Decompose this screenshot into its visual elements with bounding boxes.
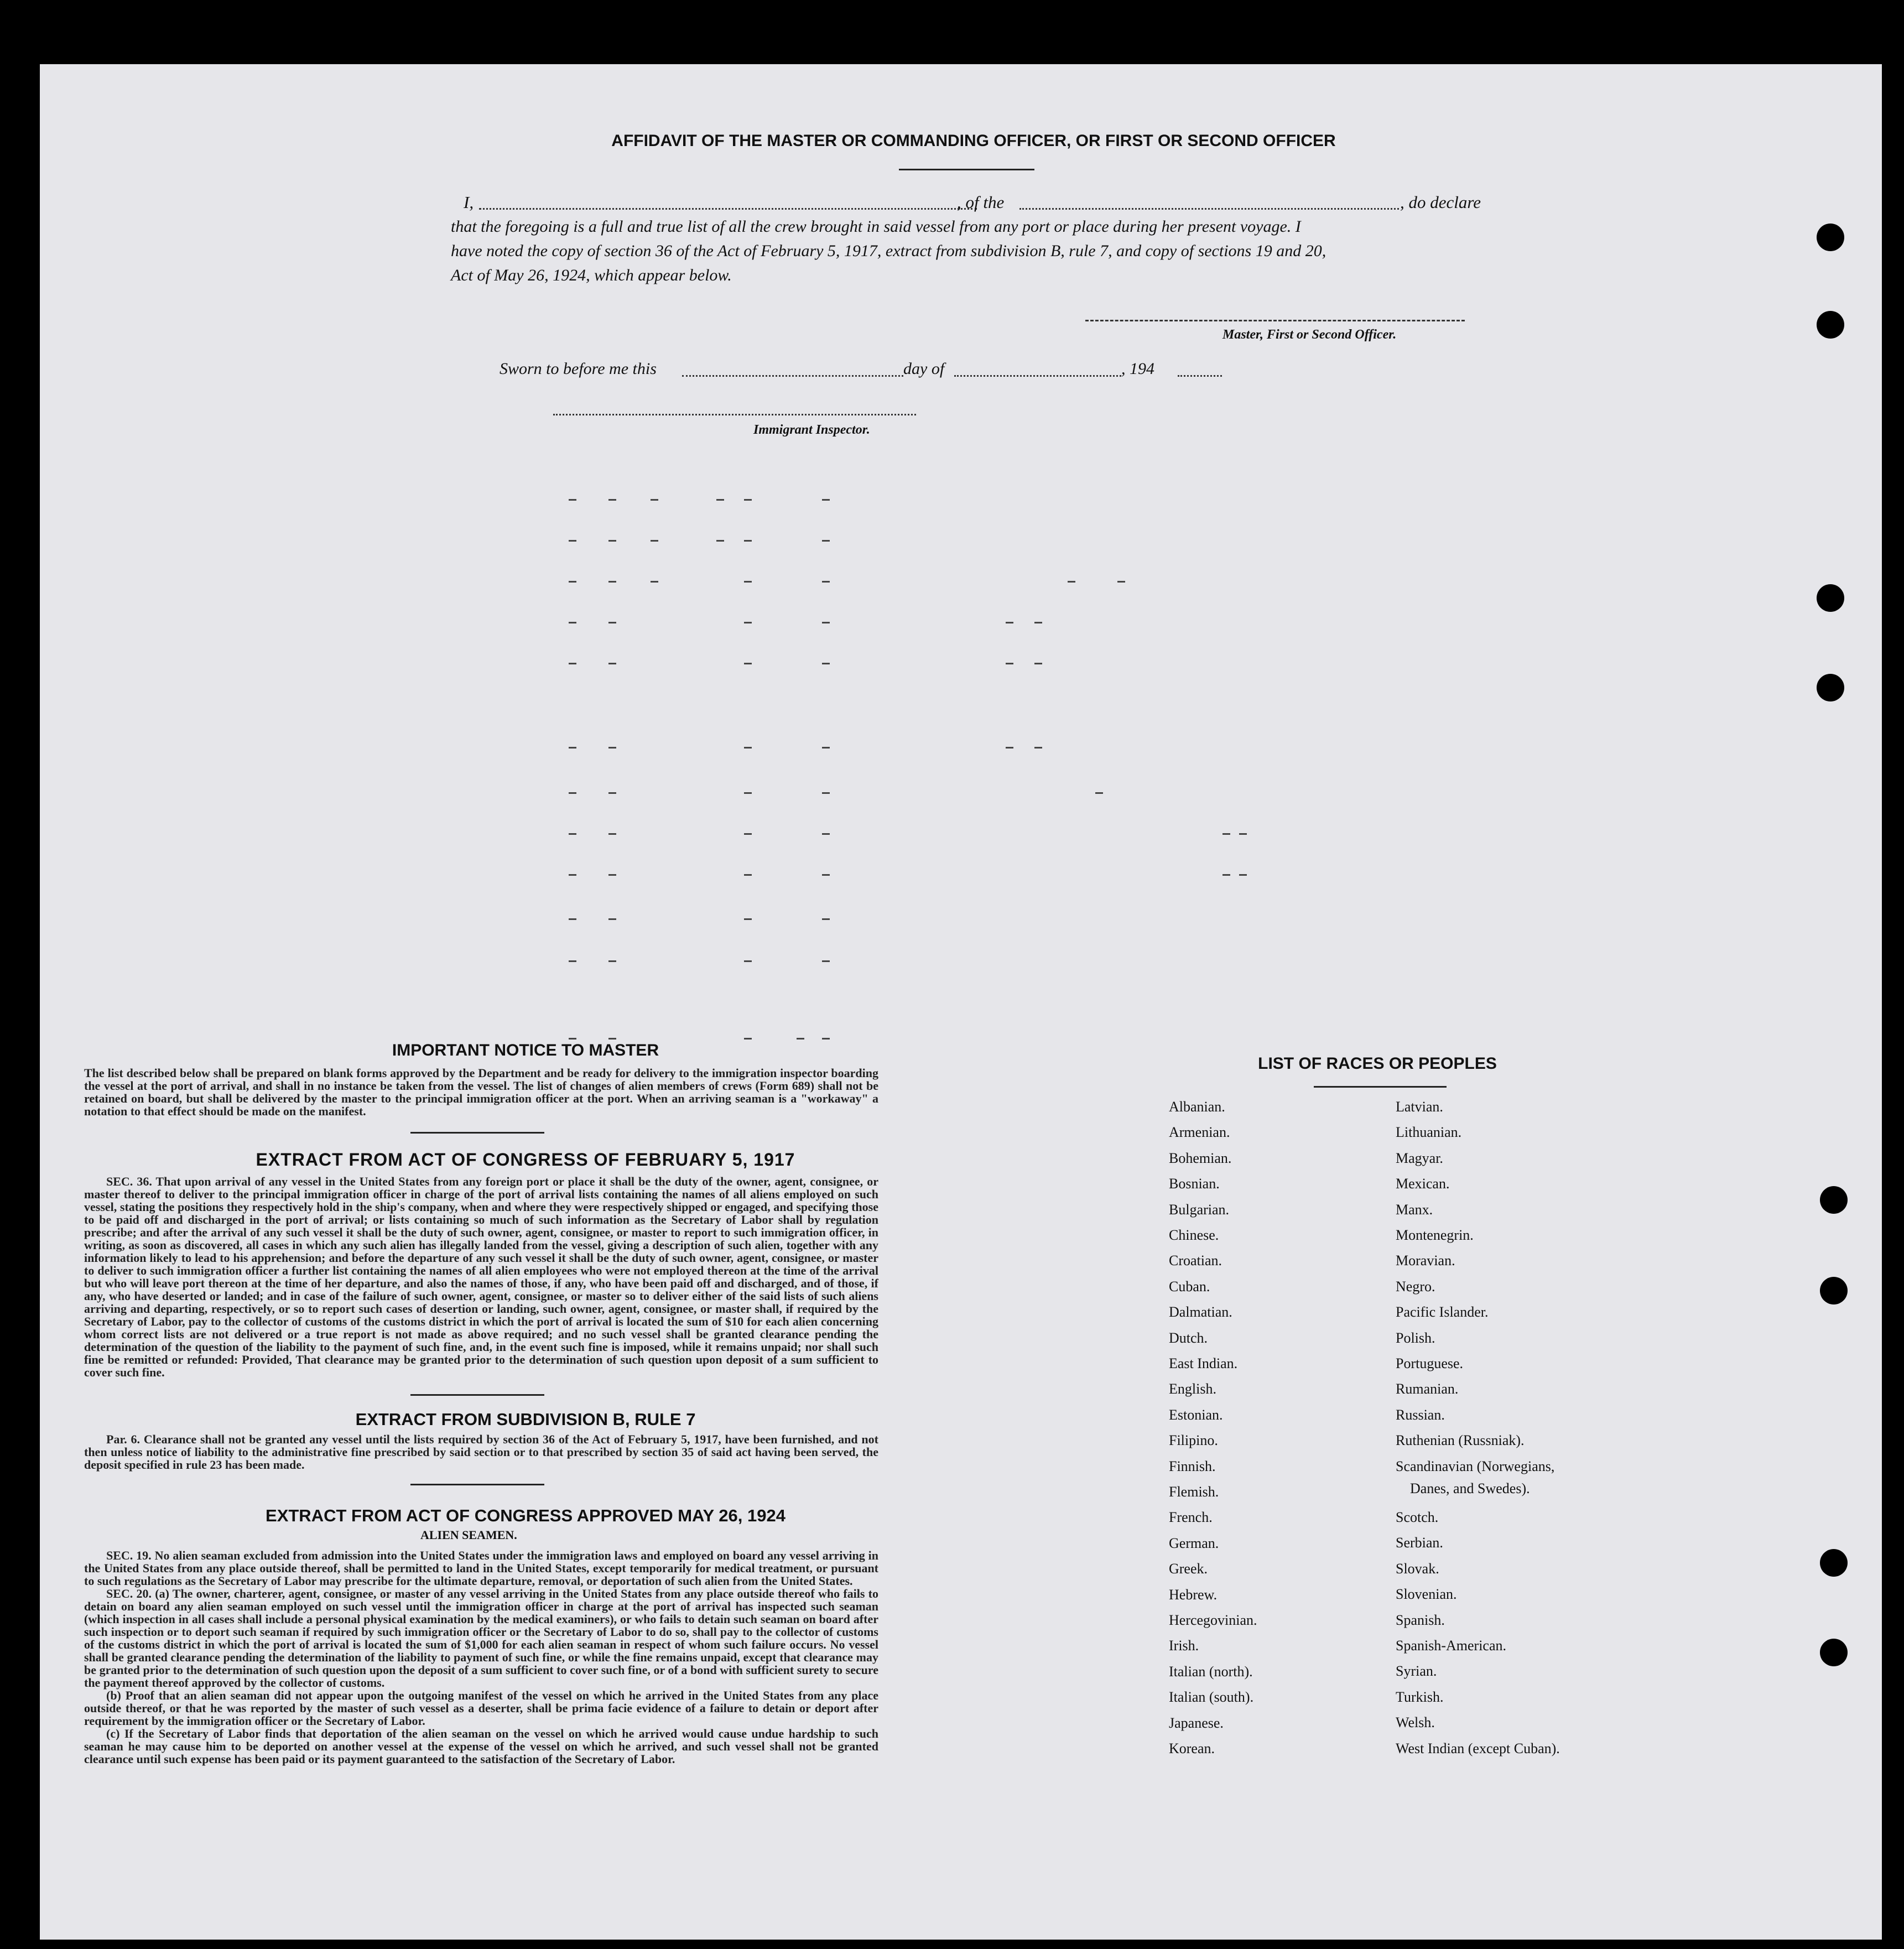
race-item: Scotch. xyxy=(1396,1509,1439,1525)
race-item: Russian. xyxy=(1396,1406,1445,1423)
race-item: Cuban. xyxy=(1169,1278,1210,1295)
affidavit-line1 xyxy=(464,193,1481,215)
punch-hole xyxy=(1820,1549,1848,1577)
race-item: French. xyxy=(1169,1509,1213,1526)
race-item: Greek. xyxy=(1169,1561,1208,1577)
punch-hole xyxy=(1817,674,1844,701)
notice-text: The list described below shall be prepared on blank forms approved by the Department and be ready for delivery to the immigration inspector boarding the vessel at the port of arrival, and shall in no instance be taken from the vessel. The list of changes of alien members of crews (Form 689) shall not be retained on board, but shall be delivered by the master to the principal immigration officer at the port. When an arriving seaman is a "workaway" a notation to that effect should be made on the manifest. xyxy=(84,1066,878,1118)
subdivision-divider xyxy=(410,1484,544,1485)
race-item: Montenegrin. xyxy=(1396,1227,1474,1243)
inspector-signature-line[interactable] xyxy=(553,414,916,415)
sec19-text: SEC. 19. No alien seaman excluded from admission into the United States under the immigration laws and employed on board any vessel arriving in the United States from any place outside thereof, shall be permitted to land in the United States, except temporarily for medical treatment, or pursuant to such regulations as the Secretary of Labor may prescribe for the ultimate departure, removal, or deportation of such alien from the United States. xyxy=(84,1548,878,1588)
race-item: Chinese. xyxy=(1169,1227,1219,1243)
race-item: East Indian. xyxy=(1169,1355,1238,1371)
master-signature-label: Master, First or Second Officer. xyxy=(1222,328,1397,342)
race-item: Slovenian. xyxy=(1396,1586,1457,1603)
affidavit-body-line: Act of May 26, 1924, which appear below. xyxy=(451,266,732,284)
punch-hole xyxy=(1817,224,1844,251)
race-item: Bosnian. xyxy=(1169,1176,1220,1192)
sworn-prefix: Sworn to before me this xyxy=(500,360,657,378)
sec20b-text: (b) Proof that an alien seaman did not appear upon the outgoing manifest of the vessel on which he arrived in the United States from any place outside thereof, or that he was reported by the master of such vessel as a deserter, shall be prima facie evidence of a failure to detain or deport after requirement by the immigration officer or the Secretary of Labor. xyxy=(84,1688,878,1728)
punch-hole xyxy=(1820,1277,1848,1304)
race-item: Estonian. xyxy=(1169,1406,1223,1423)
race-item: Japanese. xyxy=(1169,1714,1224,1731)
race-item: Spanish-American. xyxy=(1396,1638,1507,1654)
extract1917-title: EXTRACT FROM ACT OF CONGRESS OF FEBRUARY 5, 1917 xyxy=(256,1150,795,1170)
extract1924-subtitle: ALIEN SEAMEN. xyxy=(420,1528,517,1542)
sec20a-text: SEC. 20. (a) The owner, charterer, agent, consignee, or master of any vessel arriving in the United States from any place outside thereof who fails to detain on board any alien seaman employed on such vessel until the immigration officer in charge at the port of arrival has inspected such seaman (which inspection in all cases shall include a personal physical examination by the medical examiners), or who fails to detain such seaman on board after such inspection or to deport such seaman if required by such immigration officer or the Secretary of Labor to do so, shall pay to the collector of customs of the customs district in which the port of arrival is located the sum of $1,000 for each alien seaman in respect of whom such failure occurs. No vessel shall be granted clearance pending the determination of the liability to payment of such fine, or while the fine remains unpaid, except that clearance may be granted prior to the determination of such question upon the deposit of a sum sufficient to cover such fine, or of a bond with sufficient surety to secure the payment thereof approved by the collector of customs. xyxy=(84,1587,878,1690)
race-item: Pacific Islander. xyxy=(1396,1304,1489,1321)
race-item: Magyar. xyxy=(1396,1150,1443,1166)
race-item: Syrian. xyxy=(1396,1663,1437,1680)
race-item: Manx. xyxy=(1396,1201,1433,1218)
extract1924-body xyxy=(84,1549,878,1765)
race-item: English. xyxy=(1169,1381,1216,1397)
subdivision-text: Par. 6. Clearance shall not be granted any vessel until the lists required by section 36 of the Act of February 5, 1917, have been furnished, and not then unless notice of liability to the administrative fine prescribed by said section or to that prescribed by section 35 of said act having been served, the deposit specified in rule 23 has been made. xyxy=(84,1432,878,1472)
affidavit-title: AFFIDAVIT OF THE MASTER OR COMMANDING OFFICER, OR FIRST OR SECOND OFFICER xyxy=(611,132,1336,150)
master-signature-line[interactable] xyxy=(1085,320,1465,321)
race-item: West Indian (except Cuban). xyxy=(1396,1740,1560,1756)
sworn-year-blank[interactable] xyxy=(1178,375,1222,377)
race-item: Dutch. xyxy=(1169,1329,1208,1346)
sworn-day-blank[interactable] xyxy=(682,375,903,377)
race-item: Italian (north). xyxy=(1169,1663,1253,1680)
punch-hole xyxy=(1820,1186,1848,1214)
race-item: Italian (south). xyxy=(1169,1689,1254,1706)
race-item: German. xyxy=(1169,1535,1219,1551)
race-item: Portuguese. xyxy=(1396,1355,1464,1371)
affidavit-i: I, xyxy=(464,193,474,212)
race-item: Lithuanian. xyxy=(1396,1124,1462,1141)
extract1924-title: EXTRACT FROM ACT OF CONGRESS APPROVED MAY 26, 1924 xyxy=(266,1506,785,1525)
race-item: Korean. xyxy=(1169,1740,1215,1756)
race-item: Albanian. xyxy=(1169,1099,1225,1115)
race-item: Bohemian. xyxy=(1169,1150,1232,1166)
races-right-column xyxy=(1396,1099,1650,1774)
race-item: Scandinavian (Norwegians, xyxy=(1396,1458,1555,1474)
race-item: Negro. xyxy=(1396,1278,1435,1295)
race-item: Irish. xyxy=(1169,1638,1199,1654)
race-item: Moravian. xyxy=(1396,1252,1455,1269)
punch-hole xyxy=(1817,584,1844,612)
race-item: Ruthenian (Russniak). xyxy=(1396,1432,1525,1449)
notice-divider xyxy=(410,1132,544,1134)
inspector-label: Immigrant Inspector. xyxy=(753,423,870,437)
affidavit-body-line: that the foregoing is a full and true list of all the crew brought in said vessel from any port or place during her present voyage. I xyxy=(451,217,1301,236)
subdivision-title: EXTRACT FROM SUBDIVISION B, RULE 7 xyxy=(355,1410,696,1429)
race-item: Slovak. xyxy=(1396,1560,1439,1577)
races-title: LIST OF RACES OR PEOPLES xyxy=(1258,1054,1497,1073)
sworn-year: , 194 xyxy=(1121,360,1154,378)
sec20c-text: (c) If the Secretary of Labor finds that deportation of the alien seaman on the vessel on which he arrived would cause undue hardship to such seaman he may cause him to be deported on another vessel at the expense of the vessel on which he arrived, and such vessel shall not be granted clearance until such expense has been paid or its payment guaranteed to the satisfaction of the Secretary of Labor. xyxy=(84,1727,878,1766)
race-item: Rumanian. xyxy=(1396,1381,1459,1397)
race-item: Latvian. xyxy=(1396,1099,1443,1115)
race-item: Polish. xyxy=(1396,1329,1435,1346)
affidavit-declare: , do declare xyxy=(1400,193,1481,212)
race-item: Serbian. xyxy=(1396,1535,1443,1551)
sworn-line xyxy=(500,360,1252,382)
races-divider xyxy=(1314,1086,1447,1088)
race-item: Hebrew. xyxy=(1169,1586,1218,1603)
race-item: Flemish. xyxy=(1169,1484,1219,1500)
name-blank[interactable] xyxy=(479,208,977,210)
race-item: Armenian. xyxy=(1169,1124,1230,1141)
race-item: Danes, and Swedes). xyxy=(1410,1480,1530,1496)
races-left-column xyxy=(1169,1099,1379,1774)
sworn-day-of: day of xyxy=(903,360,945,378)
punch-hole xyxy=(1817,311,1844,339)
race-item: Finnish. xyxy=(1169,1458,1216,1474)
affidavit-of-the: , of the xyxy=(957,193,1005,212)
race-item: Turkish. xyxy=(1396,1688,1444,1705)
title-underline xyxy=(899,169,1034,170)
extract1917-text: SEC. 36. That upon arrival of any vessel in the United States from any foreign port or place it shall be the duty of the owner, agent, consignee, or master thereof to deliver to the principal immigration officer in charge of the port of arrival lists containing the names of all aliens employed on such vessel, stating the positions they respectively hold in the ship's company, when and where they were respectively shipped or engaged, and specifying those to be paid off and discharged in the port of arrival; or lists containing so much of such information as the Secretary of Labor shall by regulation prescribe; and after the arrival of any such vessel it shall be the duty of such owner, agent, consignee, or master to report to such immigration officer, in writing, as soon as discovered, all cases in which any such alien has illegally landed from the vessel, giving a description of such alien, together with any information likely to lead to his apprehension; and before the departure of any such vessel it shall be the duty of such owner, agent, consignee, or master to deliver to such immigration officer a further list containing the names of all alien employees who were not employed thereon at the time of the arrival but who will leave port thereon at the time of her departure, and also the names of those, if any, who have been paid off and discharged, and of those, if any, who have deserted or landed; and in case of the failure of such owner, agent, consignee, or master so to deliver either of the said lists of such aliens arriving and departing, respectively, or so to report such cases of desertion or landing, such owner, agent, consignee, or master shall, if required by the Secretary of Labor, pay to the collector of customs of the customs district in which the port of arrival is located the sum of $10 for each alien concerning whom correct lists are not delivered or a true report is not made as above required; and no such vessel shall be granted clearance pending the determination of the question of the liability to the payment of such fine, and, in the event such fine is imposed, while it remains unpaid; nor shall such fine be remitted or refunded: Provided, That clearance may be granted prior to the determination of such question upon deposit of a sum sufficient to cover such fine. xyxy=(84,1174,878,1379)
affidavit-body-line: have noted the copy of section 36 of the Act of February 5, 1917, extract from subdivision B, rule 7, and copy of sections 19 and 20, xyxy=(451,242,1326,260)
extract1917-divider xyxy=(410,1394,544,1396)
vessel-blank[interactable] xyxy=(1019,208,1399,210)
notice-title: IMPORTANT NOTICE TO MASTER xyxy=(392,1041,659,1059)
affidavit-body xyxy=(451,215,1481,288)
sworn-month-blank[interactable] xyxy=(954,375,1121,377)
race-item: Spanish. xyxy=(1396,1612,1445,1628)
race-item: Filipino. xyxy=(1169,1432,1218,1449)
race-item: Croatian. xyxy=(1169,1252,1222,1269)
race-item: Mexican. xyxy=(1396,1176,1450,1192)
race-item: Bulgarian. xyxy=(1169,1201,1230,1218)
race-item: Welsh. xyxy=(1396,1714,1435,1731)
race-item: Dalmatian. xyxy=(1169,1304,1232,1321)
punch-hole xyxy=(1820,1639,1848,1666)
race-item: Hercegovinian. xyxy=(1169,1612,1257,1628)
